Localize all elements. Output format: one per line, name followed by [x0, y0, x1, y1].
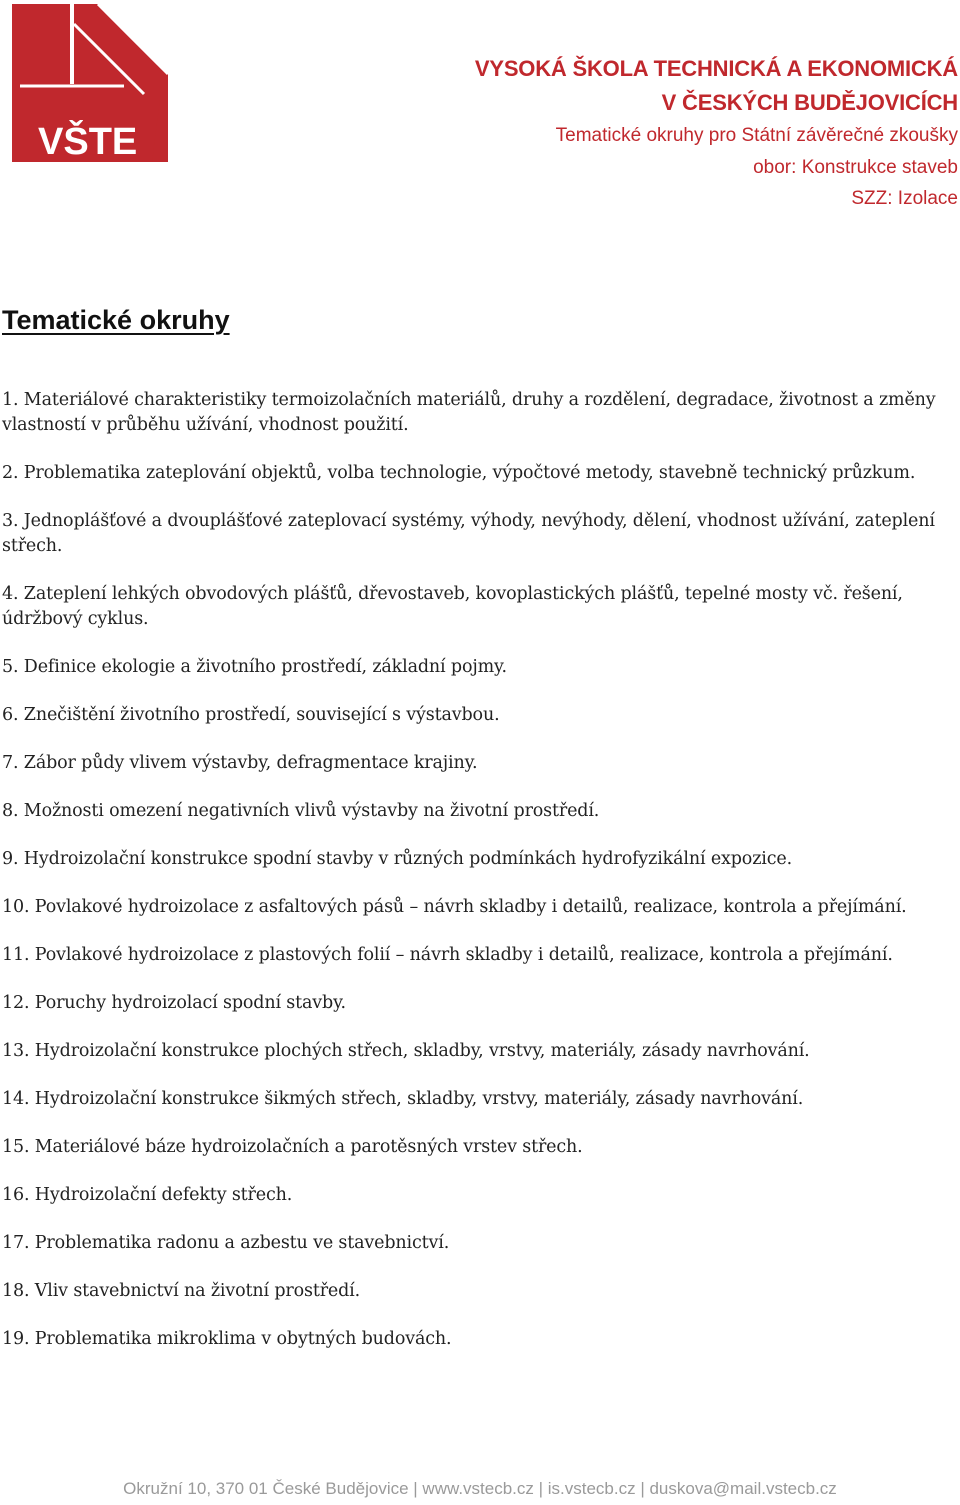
school-name-line2: V ČESKÝCH BUDĚJOVICÍCH	[661, 90, 958, 115]
list-item: 5. Definice ekologie a životního prostředí, základní pojmy.	[2, 657, 507, 677]
list-item: 14. Hydroizolační konstrukce šikmých střech, skladby, vrstvy, materiály, zásady navrhování.	[2, 1089, 804, 1109]
list-item: 11. Povlakové hydroizolace z plastových folií – návrh skladby i detailů, realizace, kontrola a přejímání.	[2, 945, 893, 965]
list-item: 8. Možnosti omezení negativních vlivů výstavby na životní prostředí.	[2, 801, 600, 821]
list-item: 1. Materiálové charakteristiky termoizolačních materiálů, druhy a rozdělení, degradace, životnost a změny vlastností v průběhu užívání, vhodnost použití.	[2, 390, 936, 435]
list-item: 15. Materiálové báze hydroizolačních a parotěsných vrstev střech.	[2, 1137, 583, 1157]
header-exam: SZZ: Izolace	[851, 188, 958, 209]
topic-list	[2, 388, 957, 1375]
list-item: 18. Vliv stavebnictví na životní prostředí.	[2, 1281, 361, 1301]
page-title: Tematické okruhy	[2, 305, 230, 335]
document-header	[475, 52, 958, 215]
school-name-line1: VYSOKÁ ŠKOLA TECHNICKÁ A EKONOMICKÁ	[474, 56, 958, 81]
list-item: 13. Hydroizolační konstrukce plochých střech, skladby, vrstvy, materiály, zásady navrhování.	[2, 1041, 810, 1061]
list-item: 19. Problematika mikroklima v obytných budovách.	[2, 1329, 452, 1349]
list-item: 16. Hydroizolační defekty střech.	[2, 1185, 293, 1205]
list-item: 3. Jednoplášťové a dvouplášťové zateplovací systémy, výhody, nevýhody, dělení, vhodnost užívání, zateplení střech.	[2, 511, 935, 556]
header-subtitle: Tematické okruhy pro Státní závěrečné zkoušky	[555, 125, 958, 146]
list-item: 17. Problematika radonu a azbestu ve stavebnictví.	[2, 1233, 450, 1253]
list-item: 4. Zateplení lehkých obvodových plášťů, dřevostaveb, kovoplastických plášťů, tepelné mosty vč. řešení, údržbový cyklus.	[2, 584, 903, 629]
school-logo	[12, 4, 168, 162]
list-item: 10. Povlakové hydroizolace z asfaltových pásů – návrh skladby i detailů, realizace, kontrola a přejímání.	[2, 897, 907, 917]
page-footer: Okružní 10, 370 01 České Budějovice | www.vstecb.cz | is.vstecb.cz | duskova@mail.vstecb.cz	[123, 1479, 837, 1498]
list-item: 7. Zábor půdy vlivem výstavby, defragmentace krajiny.	[2, 753, 478, 773]
logo-text: VŠTE	[38, 121, 138, 162]
list-item: 12. Poruchy hydroizolací spodní stavby.	[2, 993, 346, 1013]
list-item: 9. Hydroizolační konstrukce spodní stavby v různých podmínkách hydrofyzikální expozice.	[2, 849, 792, 869]
list-item: 2. Problematika zateplování objektů, volba technologie, výpočtové metody, stavebně technický průzkum.	[2, 463, 916, 483]
header-field: obor: Konstrukce staveb	[753, 156, 958, 178]
list-item: 6. Znečištění životního prostředí, související s výstavbou.	[2, 705, 500, 725]
